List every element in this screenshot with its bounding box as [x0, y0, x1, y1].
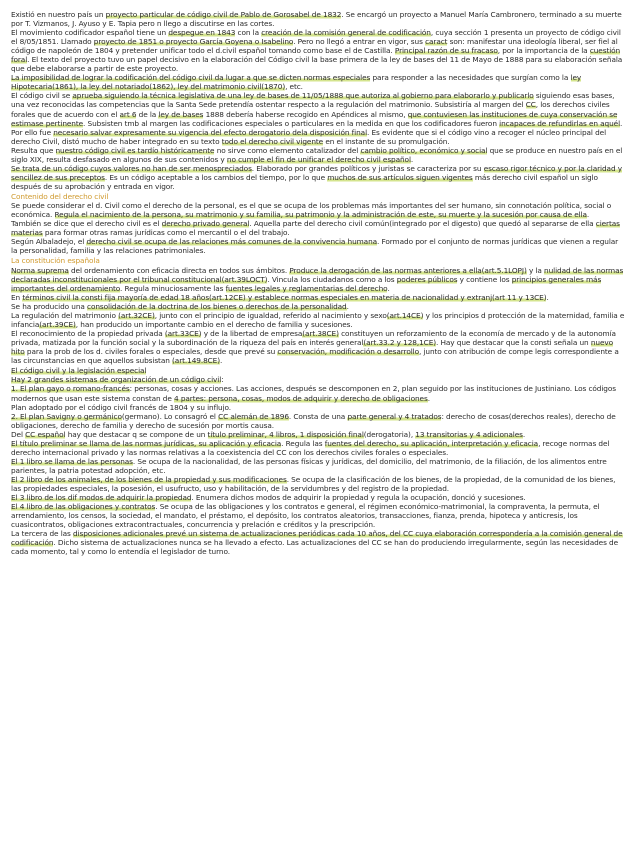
highlighted-text: 13 transitorias y 4 adicionales [415, 429, 523, 439]
text-run: . [410, 154, 414, 164]
text-run: Resulta que [11, 145, 56, 155]
para-cc-5 [11, 430, 626, 439]
highlighted-text: 2. El plan Savigny o germánico [11, 411, 122, 421]
text-run: . Elaborado por grandes políticos y juristas se caracteriza por su [251, 163, 484, 173]
highlighted-text: incapaces de refundirlas en aquél [499, 118, 621, 128]
text-run: , los derechos civiles forales que de acuerdo con el [11, 100, 610, 119]
highlighted-text: que contuviesen las instituciones de cuya conservación se estimase pertinente [11, 109, 618, 128]
text-run: . [220, 356, 223, 366]
highlighted-text: y establece normas especiales en materia de nacionalidad y extranj(art 11 y 13CE) [245, 292, 547, 302]
para-cc-3 [11, 403, 626, 412]
para-history-2 [11, 28, 626, 73]
text-run: para formar otras ramas jurídicas como el mercantil o el del trabajo. [42, 228, 290, 238]
highlighted-text: consolidación de la doctrina de los bienes o derechos de la personalidad [87, 301, 347, 311]
highlighted-text: (art.149.8CE) [172, 356, 220, 366]
highlighted-text: (art.14CE) [386, 310, 424, 320]
highlighted-text: todo el derecho civil vigente [221, 136, 324, 146]
highlighted-text: CC alemán de 1896 [218, 411, 289, 421]
highlighted-text: El título preliminar se llama de las normas jurídicas, su aplicación y eficacia [11, 438, 282, 448]
highlighted-text: (art.39CE) [39, 319, 76, 329]
text-run: . [586, 210, 590, 220]
highlighted-text: El 3 libro de los dif modos de adquirir la propiedad [11, 493, 192, 503]
text-run: (derogatoria), [363, 429, 416, 439]
highlighted-text: escaso rigor técnico y por la claridad y sencillez de sus preceptos [11, 163, 622, 182]
highlighted-text: derecho civil se ocupa de las relaciones más comunes de la convivencia humana [86, 237, 378, 247]
highlighted-text: CC español [25, 429, 66, 439]
para-const-4 [11, 311, 626, 329]
text-run: . Dicho sistema de actualizaciones nunca se ha llevado a efecto. Las actualizaciones del CC se han do produciendo irregularmente, según las necesidades de cada momento, tal y como lo entendía el legislador de turno. [11, 538, 619, 557]
highlighted-text: Norma suprema [11, 265, 69, 275]
highlighted-text: (art.32CE) [118, 310, 155, 320]
text-run: constituyen un reforzamiento de la economía de mercado y de la autonomía privada, matizada por la función social y la subordinación de la riqueza del país en interés general [11, 329, 616, 348]
text-run: Se ha producido una [11, 301, 88, 311]
para-cc-1 [11, 375, 626, 384]
para-history-6 [11, 164, 626, 191]
highlighted-text: Principal razón de su fracaso [394, 46, 498, 56]
highlighted-text: proyecto particular de código civil de Pablo de Gorosabel de 1832 [105, 10, 342, 19]
text-run: El movimiento codificador español tiene un [11, 28, 169, 38]
text-run: . Regula minuciosamente las [120, 283, 226, 293]
highlighted-text: creación de la comisión general de codificación [261, 28, 431, 38]
text-run: . Se ocupa de la nacionalidad, de las personas físicas y jurídicas, del domicilio, del matrimonio, de la filiación, de los alimentos entre parientes, la patria potestad adopción, etc. [11, 456, 607, 475]
highlighted-text: fuentes legales y reglamentarias del derecho [225, 283, 388, 293]
text-run: . Pero no llegó a entrar en vigor, sus [293, 37, 426, 47]
text-run: . Es un código aceptable a los cambios del tiempo, por lo que [104, 172, 328, 182]
para-cc-4 [11, 412, 626, 430]
text-run: . [546, 292, 549, 302]
highlighted-text: nuevo hito [11, 338, 614, 357]
highlighted-text: (art.33.2 y 128,1CE) [363, 338, 436, 348]
highlighted-text: 4 partes: persona, cosas, modos de adquirir y derecho de obligaciones [174, 393, 428, 403]
para-cc-10 [11, 502, 626, 529]
text-run: : derecho de cosas(derechos reales), derecho de obligaciones, derecho de familia y derecho de sucesión por mortis causa. [11, 411, 616, 430]
highlighted-text: principios generales más importantes del ordenamiento [11, 274, 602, 293]
para-content-1 [11, 201, 626, 219]
text-run: más derecho civil español un siglo después de su aprobación y entrada en vigor. [11, 172, 598, 191]
text-run: , cuya sección 1 presenta un proyecto de código civil el 8/05/1851. Llamado [11, 28, 621, 47]
highlighted-text: nulidad de las normas declaradas inconstitucionales por el tribunal constitucional(art.39LOCT) [11, 265, 624, 284]
text-run: . Aquella parte del derecho civil común(integrado por el digesto) que quedó al separarse de ella [249, 219, 596, 229]
text-run: El reconocimiento de la propiedad privada [11, 329, 165, 339]
text-run: hay que destacar q se compone de un [65, 429, 208, 439]
highlighted-text: muchos de sus artículos siguen vigentes [327, 172, 473, 182]
text-run: 1888 debería haberse recogido en Apéndices al mismo, [203, 109, 408, 119]
highlighted-text: cuestión foral [11, 46, 621, 65]
text-run: Según Albaladejo, el [11, 237, 87, 247]
text-run: y de la libertad de empresa [201, 329, 303, 339]
highlighted-text: ley Hipotecaria(1861), la ley del notariado(1862), ley del matrimonio civil(1870) [11, 73, 582, 92]
text-run: del ordenamiento con eficacia directa en todos sus ámbitos. [68, 265, 290, 275]
para-const-3 [11, 302, 626, 311]
heading-codigo-civil [11, 366, 626, 375]
text-run: , etc. [285, 82, 303, 92]
text-run: . Por ello fue [11, 118, 623, 137]
para-cc-9 [11, 493, 626, 502]
highlighted-text: título preliminar, 4 libros, 1 disposición final [207, 429, 364, 439]
para-history-5 [11, 146, 626, 164]
highlighted-text: art 6 [119, 109, 137, 119]
highlighted-text: El 4 libro de las obligaciones y contratos [11, 502, 156, 512]
text-run: , junto con el principio de igualdad, referido al nacimiento y sexo [154, 310, 387, 320]
para-content-2 [11, 219, 626, 237]
highlighted-text: Produce la derogación de las normas anteriores a ella(art.5.1LOPJ) [289, 265, 527, 275]
para-cc-2 [11, 384, 626, 402]
highlighted-text: fuentes del derecho, su aplicación, interpretación y eficacia [324, 438, 539, 448]
text-run: También se dice que el derecho civil es el [11, 219, 162, 229]
text-run: En [11, 292, 23, 302]
para-history-4 [11, 91, 626, 145]
highlighted-text: La imposibilidad de lograr la codificación del código civil da lugar a que se dicten normas especiales [11, 73, 371, 83]
highlighted-text: 1. El plan gayo o romano-francés [11, 384, 130, 394]
text-run: . Regula las [281, 438, 325, 448]
para-cc-8 [11, 475, 626, 493]
text-run: para responder a las necesidades que surgían como la [370, 73, 571, 83]
text-run: y la [526, 265, 545, 275]
text-run: : personas, cosas y acciones. Las acciones, después se descomponen en 2, plan seguido por las instituciones de Justiniano. Los códigos modernos que usan este sistema constan de [11, 384, 616, 403]
text-run: . Se ocupa de las obligaciones y los contratos e general, el régimen económico-matrimonial, la compraventa, la permuta, el arrendamiento, los censos, la sociedad, el mandato, el préstamo, el depósito, los contratos aleatorios, transacciones, fianza, prenda, hipoteca y anticresis, los cuasicontratos, obligaciones extracontractuales, concurrencia y prelación e créditos y la prescripción. [11, 502, 600, 530]
text-run: La constitución española [11, 256, 100, 266]
text-run: El código civil se [11, 91, 73, 101]
text-run: , recoge normas del derecho internacional privado y las normas relativas a la coexistencia del CC con los derechos civiles forales o especiales. [11, 438, 610, 457]
highlighted-text: ley de bases [158, 109, 204, 119]
text-run: La tercera de las [11, 529, 74, 539]
highlighted-text: Regula el nacimiento de la persona, su matrimonio y su familia, su patrimonio y la administración de este, su muerte y la sucesión por causa de ella [54, 210, 587, 220]
text-run: de la [136, 109, 159, 119]
highlighted-text: El código civil y la legislación especial [11, 365, 147, 375]
highlighted-text: términos civil la consti fija mayoría de edad 18 años(art.12CE) [22, 292, 246, 302]
text-run: con la [235, 28, 262, 38]
text-run: : [221, 375, 224, 385]
text-run: Plan adoptado por el código civil francés de 1804 y su influjo. [11, 402, 232, 412]
text-run: Contenido del derecho civil [11, 191, 109, 201]
para-cc-7 [11, 457, 626, 475]
highlighted-text: aprueba siguiendo la técnica legislativa de una ley de bases de 11/05/1888 que autoriza al gobierno para elaborarlo y publicarlo [72, 91, 534, 101]
highlighted-text: (art.38CE) [302, 329, 339, 339]
text-run: . [427, 393, 430, 403]
highlighted-text: Hay 2 grandes sistemas de organización de un código civil [11, 375, 222, 385]
text-run: . Es evidente que si el código vino a recoger el núcleo principal del derecho Civil, distó mucho de haber integrado en su texto [11, 127, 607, 146]
highlighted-text: cambio político, económico y social [360, 145, 488, 155]
text-run: Existió en nuestro país un [11, 10, 106, 19]
text-run: , por la importancia de la [497, 46, 590, 56]
text-run: . Enumera dichos modos de adquirir la propiedad y regula la ocupación, donció y sucesiones. [191, 493, 526, 503]
highlighted-text: parte general y 4 tratados [347, 411, 442, 421]
text-run: y los principios d protección de la maternidad, familia e infancia [11, 310, 625, 329]
heading-constitucion [11, 256, 626, 265]
text-run: . [387, 283, 390, 293]
text-run: para la prob de los d. civiles forales o especiales, desde que prevé su [24, 347, 278, 357]
text-run: La regulación del matrimonio [11, 310, 119, 320]
highlighted-text: Se trata de un código cuyos valores no han de ser menospreciados [11, 163, 252, 173]
highlighted-text: proyecto de 1851 o proyecto García Goyena o Isabelino [93, 37, 294, 47]
highlighted-text: necesario salvar expresamente su vigencia del efecto derogatorio dela disposición final [53, 127, 368, 137]
text-run: son: manifestar una ideología liberal, ser fiel al código de napoleón de 1804 y pretender unificar todo el d.civil español tomando como base el de Castilla. [11, 37, 618, 56]
text-run: Del [11, 429, 26, 439]
text-run: y contiene los [457, 274, 512, 284]
text-run: en el instante de su promulgación. [323, 136, 450, 146]
text-run: . [346, 301, 349, 311]
highlighted-text: no cumple el fin de unificar el derecho civil español [226, 154, 411, 164]
highlighted-text: El 1 libro se llama de las personas [11, 456, 133, 466]
text-run: . Hay que destacar que la consti señala un [436, 338, 591, 348]
highlighted-text: conservación, modificación o desarrollo [277, 347, 419, 357]
highlighted-text: caract [425, 37, 448, 47]
highlighted-text: CC [525, 100, 536, 110]
text-run: . El texto del proyecto tuvo un papel decisivo en la elaboración del Código civil la base primera de la ley de bases del 11 de Mayo de 1888 para su elaboración señala que debe elaborarse a partir de este proyecto. [11, 55, 623, 74]
text-run: . Formado por el conjunto de normas jurídicas que vienen a regular la personalidad, familia y las relaciones patrimoniales. [11, 237, 619, 256]
text-run: . Vincula los ciudadanos como a los [267, 274, 397, 284]
highlighted-text: derecho privado general [161, 219, 250, 229]
highlighted-text: disposiciones adicionales prevé un sistema de actualizaciones periódicas cada 10 años, del CC cuya elaboración correspondería a la comisión general de codificación [11, 529, 623, 548]
text-run: que se produce en nuestro país en el siglo XIX, resulta desfasado en algunos de sus contenidos y [11, 145, 623, 164]
para-const-1 [11, 266, 626, 293]
para-const-2 [11, 293, 626, 302]
para-const-5 [11, 329, 626, 365]
text-run: . Se ocupa de la clasificación de los bienes, de la propiedad, de la comunidad de los bienes, las propiedades especiales, la posesión, el usufructo, uso y habilitación, de la servidumbres y del registro de la propiedad. [11, 474, 616, 493]
highlighted-text: nuestro código civil es tardío históricamente [55, 145, 215, 155]
highlighted-text: despegue en 1843 [168, 28, 236, 38]
text-run: no sirve como elemento catalizador del [214, 145, 361, 155]
text-run: (germano). Lo consagró el [121, 411, 219, 421]
text-run: . Consta de una [288, 411, 348, 421]
text-run: , junto con atribución de compe legis correspondiente a las circunstancias en que aquellos subsistan [11, 347, 619, 366]
para-cc-11 [11, 529, 626, 556]
text-run: siguiendo esas bases, una vez reconocidas las competencias que la Santa Sede pretendía ostentar respecto a la regulación del matrimonio. Subsistiría al margen del [11, 91, 615, 110]
heading-contenido [11, 192, 626, 201]
para-content-3 [11, 237, 626, 255]
para-history-1 [11, 10, 626, 28]
para-cc-6 [11, 439, 626, 457]
text-run: . Subsisten tmb al margen las codificaciones especiales o particulares en la medida en que los codificadores fueron [83, 118, 500, 128]
para-history-3 [11, 73, 626, 91]
text-run: Se puede considerar el d. Civil como el derecho de la personal, es el que se ocupa de los problemas más importantes del ser humano, sin connotación política, social o económica. [11, 201, 612, 220]
text-run: . [522, 429, 526, 439]
highlighted-text: ciertas materias [11, 219, 620, 238]
highlighted-text: El 2 libro de los animales, de los bienes de la propiedad y sus modificaciones [11, 474, 287, 484]
text-run: , han producido un importante cambio en el derecho de familia y sucesiones. [75, 319, 353, 329]
highlighted-text: (art.33CE) [164, 329, 202, 339]
highlighted-text: poderes públicos [396, 274, 458, 284]
text-run: . Se encargó un proyecto a Manuel María Cambronero, terminado a su muerte por T. Vizmanos, J. Ayuso y E. Tapia pero n llego a discutirse en las cortes. [11, 10, 622, 29]
